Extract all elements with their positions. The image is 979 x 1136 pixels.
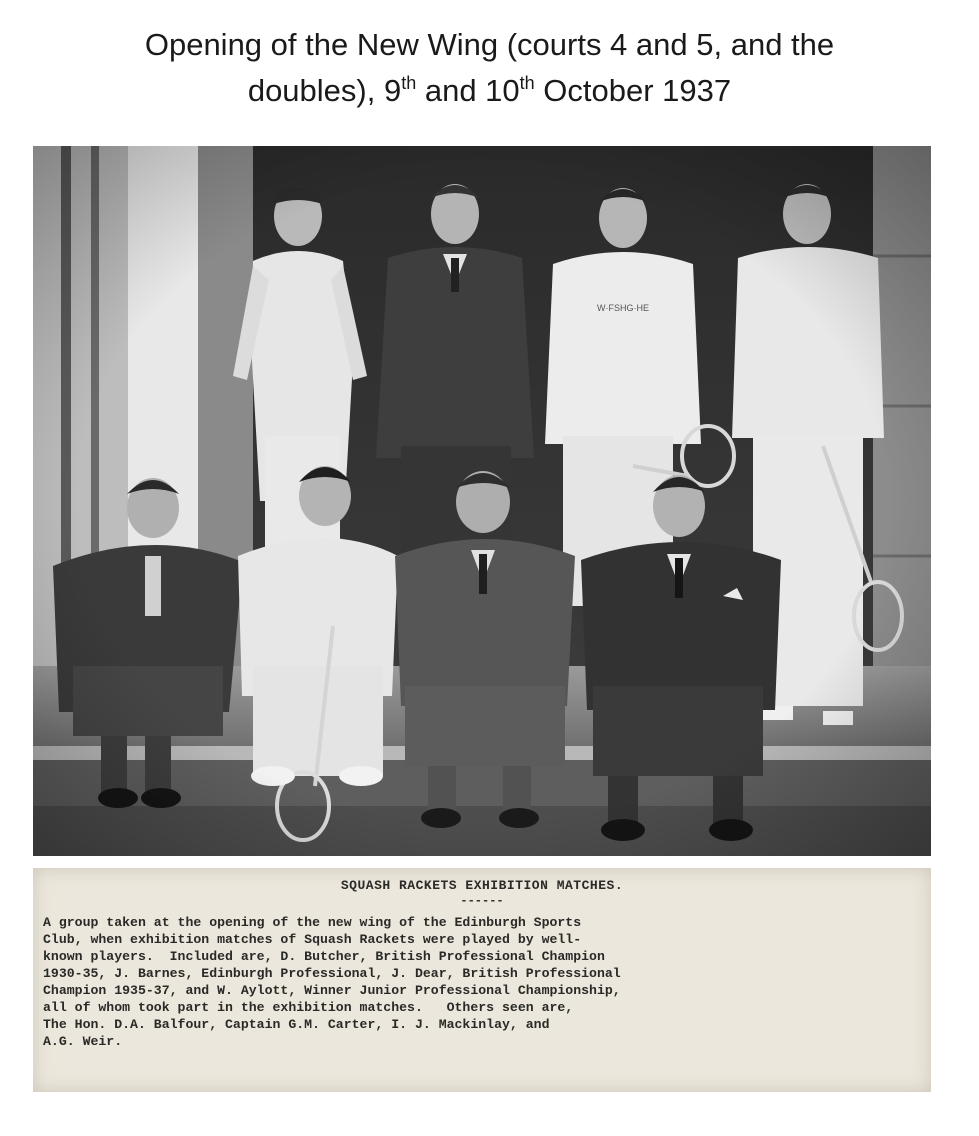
title-text: doubles), 9 (247, 73, 402, 108)
photo-illustration (33, 146, 931, 856)
title-text: October 1937 (534, 73, 732, 108)
caption-rule: ------ (460, 894, 504, 908)
caption-heading: SQUASH RACKETS EXHIBITION MATCHES. (340, 878, 624, 893)
caption-line: Champion 1935-37, and W. Aylott, Winner Junior Professional Championship, (43, 983, 621, 998)
ordinal-suffix: th (519, 73, 535, 93)
group-photograph (33, 146, 931, 856)
typewritten-caption (33, 868, 931, 1092)
caption-line: 1930-35, J. Barnes, Edinburgh Professional, J. Dear, British Professional (43, 966, 621, 981)
caption-body (43, 914, 928, 1050)
title-line-2 (0, 68, 979, 114)
caption-line: known players. Included are, D. Butcher, British Professional Champion (43, 949, 605, 964)
page-title (0, 22, 979, 114)
title-line-1: Opening of the New Wing (courts 4 and 5, and the (144, 27, 835, 62)
ordinal-suffix: th (401, 73, 417, 93)
caption-line: The Hon. D.A. Balfour, Captain G.M. Carter, I. J. Mackinlay, and (43, 1017, 550, 1032)
caption-line: Club, when exhibition matches of Squash Rackets were played by well- (43, 932, 582, 947)
title-text: and 10 (416, 73, 520, 108)
caption-line: A.G. Weir. (43, 1034, 123, 1049)
caption-line: all of whom took part in the exhibition matches. Others seen are, (43, 1000, 574, 1015)
caption-line: A group taken at the opening of the new wing of the Edinburgh Sports (43, 915, 582, 930)
